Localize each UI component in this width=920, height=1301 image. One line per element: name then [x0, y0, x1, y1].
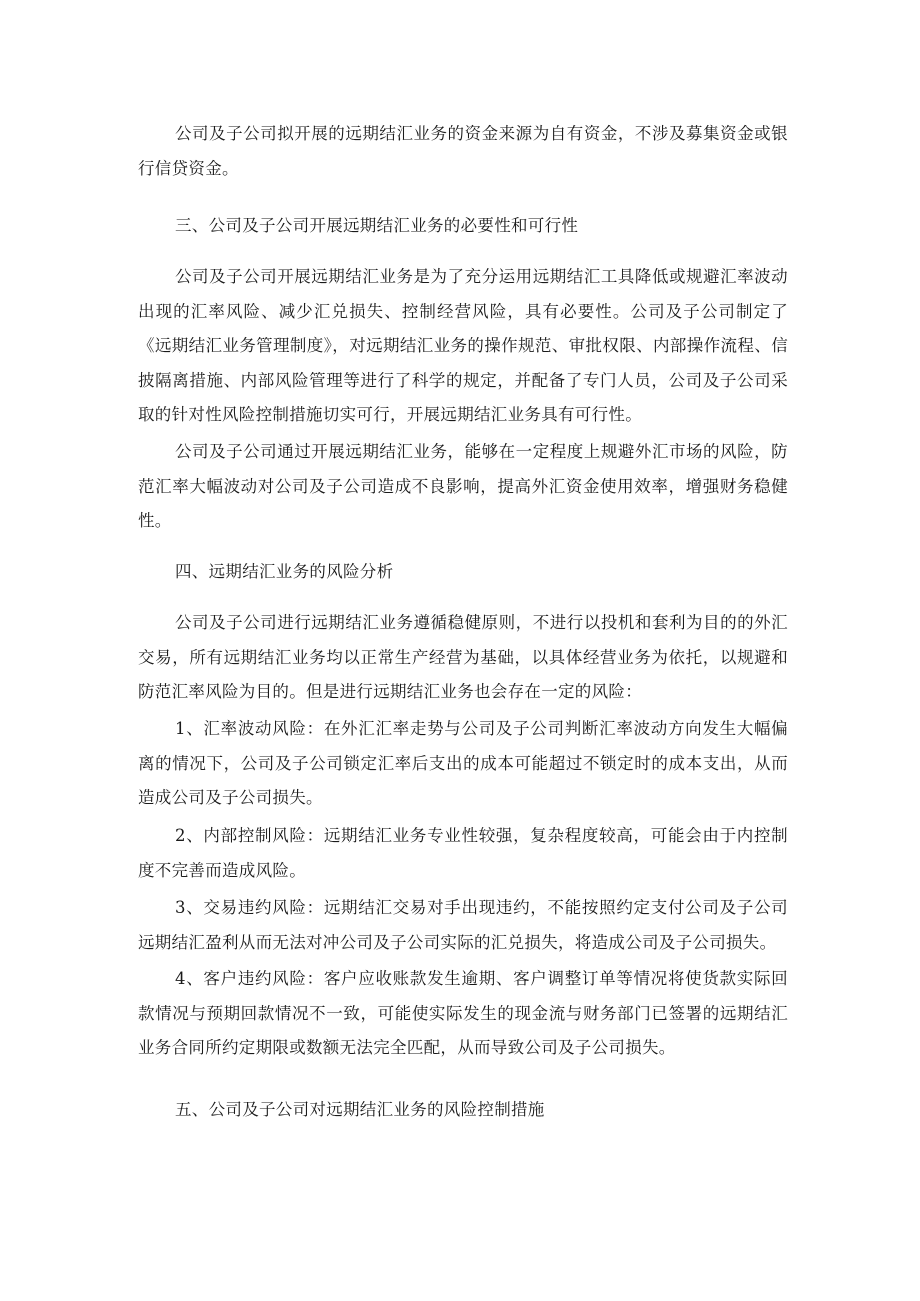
section-five-heading: 五、公司及子公司对远期结汇业务的风险控制措施 [175, 1100, 545, 1119]
section-four-heading: 四、远期结汇业务的风险分析 [175, 562, 394, 581]
feasibility-paragraph: 公司及子公司通过开展远期结汇业务，能够在一定程度上规避外汇市场的风险，防范汇率大幅波动对公司及子公司造成不良影响，提高外汇资金使用效率，增强财务稳健性。 [138, 442, 788, 530]
necessity-paragraph: 公司及子公司开展远期结汇业务是为了充分运用远期结汇工具降低或规避汇率波动出现的汇率风险、减少汇兑损失、控制经营风险，具有必要性。公司及子公司制定了《远期结汇业务管理制度》，对远期结汇业务的操作规范、审批权限、内部操作流程、信披隔离措施、内部风险管理等进行了科学的规定，并配备了专门人员，公司及子公司采取的针对性风险控制措施切实可行，开展远期结汇业务具有可行性。 [138, 267, 788, 424]
exchange-rate-risk-item: 1、汇率波动风险：在外汇汇率走势与公司及子公司判断汇率波动方向发生大幅偏离的情况下，公司及子公司锁定汇率后支出的成本可能超过不锁定时的成本支出，从而造成公司及子公司损失。 [138, 719, 788, 807]
section-three-heading: 三、公司及子公司开展远期结汇业务的必要性和可行性 [175, 216, 579, 235]
internal-control-risk-item: 2、内部控制风险：远期结汇业务专业性较强，复杂程度较高，可能会由于内控制度不完善而造成风险。 [138, 826, 788, 880]
customer-default-risk-item: 4、客户违约风险：客户应收账款发生逾期、客户调整订单等情况将使货款实际回款情况与预期回款情况不一致，可能使实际发生的现金流与财务部门已签署的远期结汇业务合同所约定期限或数额无法完全匹配，从而导致公司及子公司损失。 [138, 969, 788, 1057]
risk-intro-paragraph: 公司及子公司进行远期结汇业务遵循稳健原则，不进行以投机和套利为目的的外汇交易，所有远期结汇业务均以正常生产经营为基础，以具体经营业务为依托，以规避和防范汇率风险为目的。但是进行远期结汇业务也会存在一定的风险： [138, 613, 788, 701]
funding-source-paragraph: 公司及子公司拟开展的远期结汇业务的资金来源为自有资金，不涉及募集资金或银行信贷资金。 [138, 124, 788, 178]
counterparty-default-risk-item: 3、交易违约风险：远期结汇交易对手出现违约，不能按照约定支付公司及子公司远期结汇盈利从而无法对冲公司及子公司实际的汇兑损失，将造成公司及子公司损失。 [138, 898, 788, 952]
